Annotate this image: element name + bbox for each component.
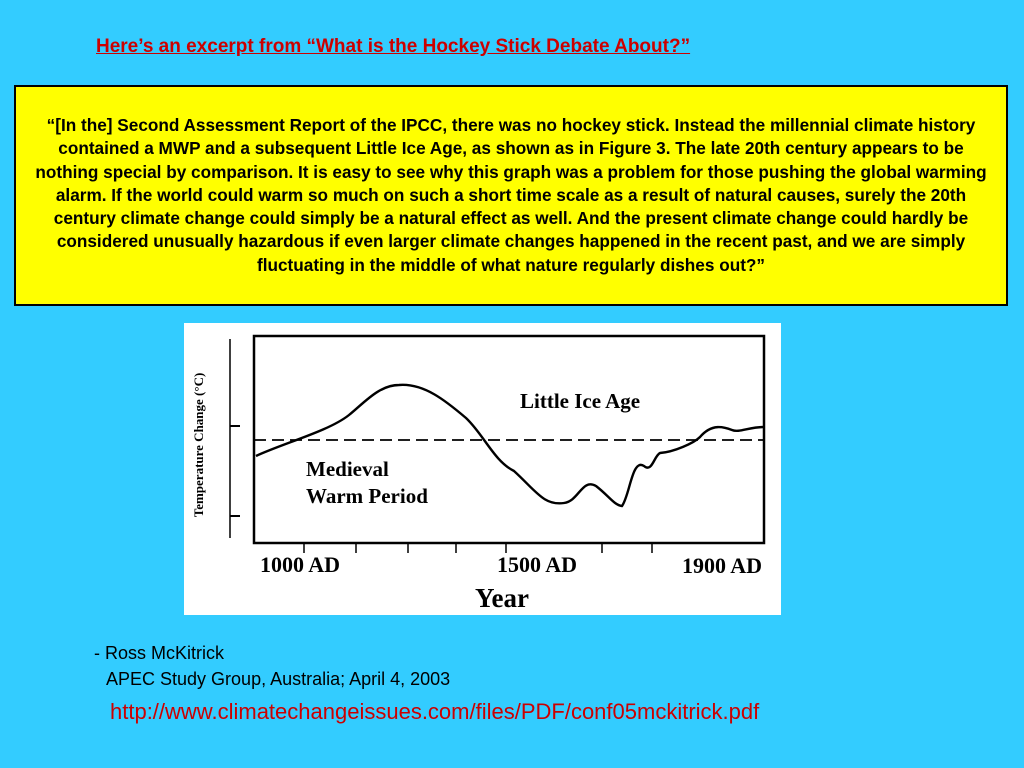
x-tick-label-1900: 1900 AD — [682, 553, 763, 578]
attribution-author: - Ross McKitrick — [94, 643, 224, 663]
x-tick-label-1500: 1500 AD — [497, 552, 578, 577]
quote-text: “[In the] Second Assessment Report of the IPCC, there was no hockey stick. Instead the millennial climate history contained a MWP and a subsequent Little Ice Age, as shown as in Figure 3. The late 20th century appears to be nothing special by comparison. It is easy to see why this graph was a problem for those pushing the global warming alarm. If the world could warm so much on such a short time scale as a result of natural causes, surely the 20th century climate change could simply be a natural effect as well. And the present climate change could hardly be considered unusually hazardous if even larger climate changes happened in the recent past, and we are simply fluctuating in the middle of what nature regularly dishes out?” — [35, 115, 987, 275]
x-ticks — [304, 543, 652, 553]
x-tick-label-1000: 1000 AD — [260, 552, 341, 577]
annotation-mwp-line1: Medieval — [306, 457, 389, 481]
figure-xlabel: Year — [475, 583, 529, 613]
climate-figure — [184, 323, 781, 615]
attribution-source: APEC Study Group, Australia; April 4, 2003 — [106, 669, 451, 689]
annotation-mwp-line2: Warm Period — [306, 484, 428, 508]
quote-box — [14, 85, 1008, 306]
annotation-little-ice-age: Little Ice Age — [520, 389, 641, 413]
climate-figure-svg — [184, 323, 781, 615]
source-url-link[interactable]: http://www.climatechangeissues.com/files/PDF/conf05mckitrick.pdf — [110, 699, 760, 724]
figure-ylabel: Temperature Change (°C) — [191, 372, 206, 518]
slide-title: Here’s an excerpt from “What is the Hockey Stick Debate About?” — [96, 36, 691, 57]
